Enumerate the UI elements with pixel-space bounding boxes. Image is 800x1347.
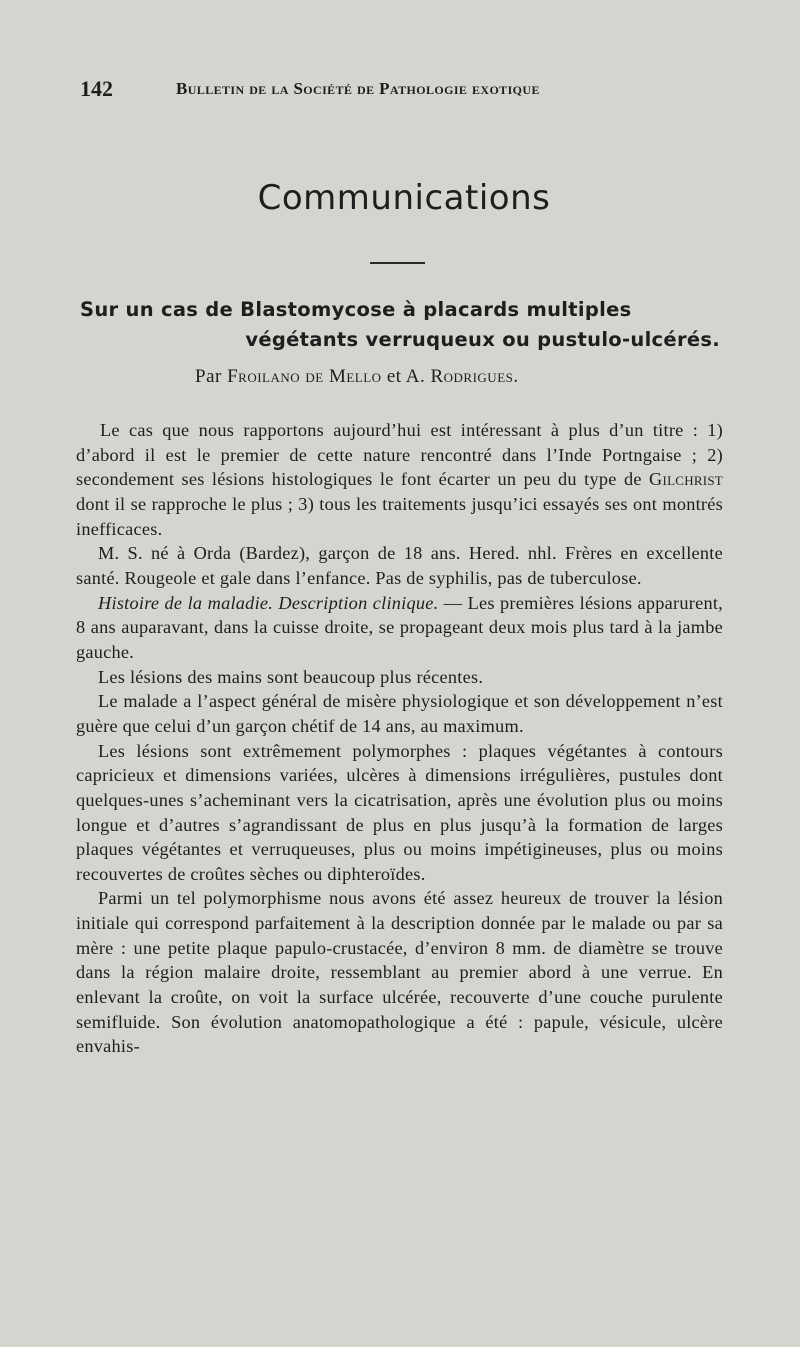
paragraph-3-text: — Les premières lésions apparurent, 8 ans auparavant, dans la cuisse droite, se propageant deux mois plus tard à la jambe gauche. <box>76 592 723 662</box>
byline <box>195 366 519 388</box>
byline-prefix: Par <box>195 366 228 387</box>
byline-suffix: . <box>513 366 519 387</box>
paragraph-6: Les lésions sont extrêmement polymorphes : plaques végétantes à contours capricieux et dimensions variées, ulcères à dimensions irrégulières, pustules dont quelques-unes s’acheminant vers la cicatrisation, après une évolution plus ou moins longue et d’autres s’agrandissant de plus en plus jusqu’à la formation de larges plaques végétantes et verruqueuses, plus ou moins impétigineuses, plus ou moins recouvertes de croûtes sèches ou diphteroïdes. <box>76 740 723 884</box>
article-title-line-2: végétants verruqueux ou pustulo-ulcérés. <box>245 328 720 351</box>
author-2: Rodrigues <box>430 366 514 387</box>
article-title-line-1: Sur un cas de Blastomycose à placards multiples <box>80 298 632 321</box>
article-body <box>76 418 723 1059</box>
author-1: Froilano de Mello <box>227 366 382 387</box>
paragraph-3-italic-heading: Histoire de la maladie. Description clinique. <box>98 592 439 613</box>
paragraph-1-text-b: dont il se rapproche le plus ; 3) tous les traitements jusqu’ici essayés ses ont montrés inefficaces. <box>76 493 723 539</box>
paragraph-5: Le malade a l’aspect général de misère physiologique et son développement n’est guère que celui d’un garçon chétif de 14 ans, au maximum. <box>76 691 723 736</box>
section-title: Communications <box>257 178 551 218</box>
paragraph-2: M. S. né à Orda (Bardez), garçon de 18 ans. Hered. nhl. Frères en excellente santé. Rougeole et gale dans l’enfance. Pas de syphilis, pas de tuberculose. <box>76 543 723 588</box>
paragraph-7: Parmi un tel polymorphisme nous avons été assez heureux de trouver la lésion initiale qui correspond parfaitement à la description donnée par le malade ou par sa mère : une petite plaque papulo-crustacée, d’environ 8 mm. de diamètre se trouve dans la région malaire droite, ressemblant au premier abord à une verrue. En enlevant la croûte, on voit la surface ulcérée, recouverte d’une couche purulente semifluide. Son évolution anatomopathologique a été : papule, vésicule, ulcère envahis- <box>76 888 723 1057</box>
paragraph-1-text-a: Le cas que nous rapportons aujourd’hui est intéressant à plus d’un titre : 1) d’abord il est le premier de cette nature rencontré dans l’Inde Portngaise ; 2) secondement ses lésions histologiques le font écarter un peu du type de <box>76 420 723 490</box>
page-number: 142 <box>80 76 113 101</box>
byline-conjunction: et A. <box>381 366 431 387</box>
title-divider <box>370 262 425 264</box>
paragraph-1 <box>76 418 723 541</box>
paragraph-3 <box>76 591 723 665</box>
running-title: Bulletin de la Société de Pathologie exotique <box>176 79 540 98</box>
author-name-gilchrist: Gilchrist <box>649 469 723 490</box>
paragraph-4: Les lésions des mains sont beaucoup plus récentes. <box>98 666 484 687</box>
page-header <box>80 76 720 106</box>
